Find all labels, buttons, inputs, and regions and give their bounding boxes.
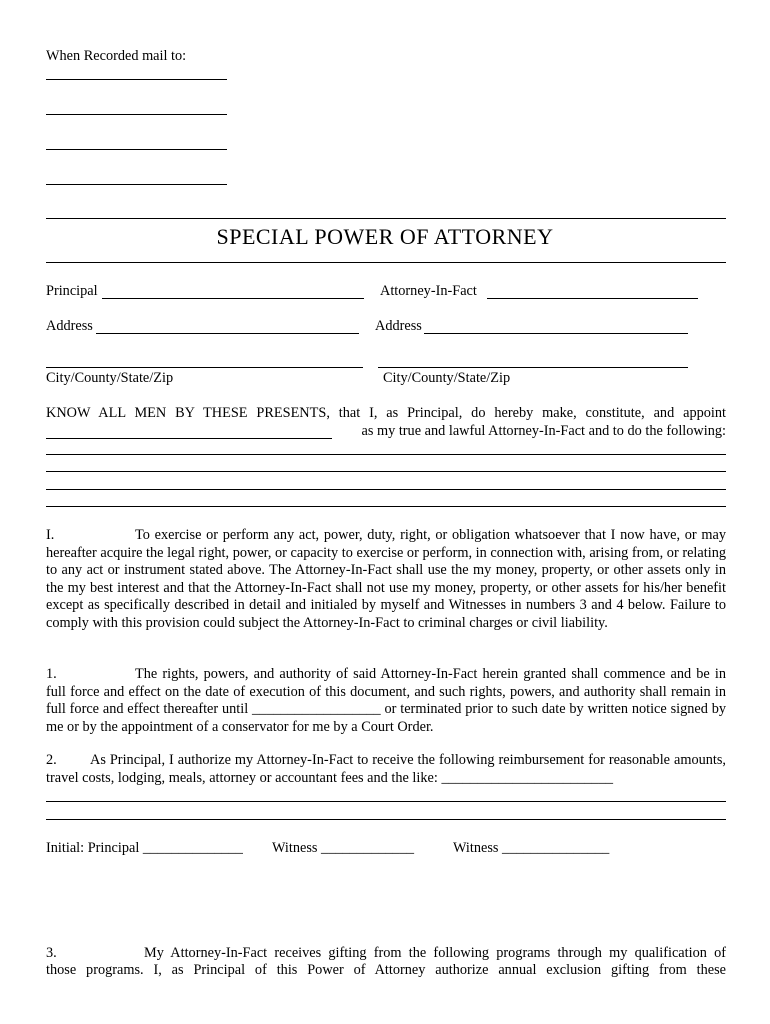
duties-line-1[interactable] — [46, 454, 726, 455]
section-1-number: 1. — [46, 666, 57, 682]
duties-line-2[interactable] — [46, 471, 726, 472]
principal-field[interactable] — [102, 298, 364, 299]
title-rule-bottom — [46, 262, 726, 263]
intro-line-1: KNOW ALL MEN BY THESE PRESENTS, that I, as Principal, do hereby make, constitute, and appoint — [46, 405, 726, 421]
city-right-label: City/County/State/Zip — [383, 370, 511, 386]
section-2-text: As Principal, I authorize my Attorney-In-Fact to receive the following reimbursement for reasonable amounts, travel costs, lodging, meals, attorney or accountant fees and the like: — [46, 752, 726, 786]
section-3-line-2: those programs. I, as Principal of this Power of Attorney authorize annual exclusion gifting from these — [46, 962, 726, 978]
mail-line-1[interactable] — [46, 79, 227, 80]
mail-line-4[interactable] — [46, 184, 227, 185]
principal-label: Principal — [46, 283, 98, 299]
section-1-text-b: or terminated prior to such date by written notice signed by me or by the appointment of a conservator for me by a Court Order. — [46, 701, 727, 735]
duties-line-3[interactable] — [46, 489, 726, 490]
mail-line-2[interactable] — [46, 114, 227, 115]
recorded-mail-label: When Recorded mail to: — [46, 48, 187, 64]
section-I-number: I. — [46, 527, 55, 543]
section-2-blank[interactable]: ________________________ — [441, 769, 613, 786]
address-right-label: Address — [375, 318, 422, 334]
section-3-number: 3. — [46, 945, 57, 961]
city-right-field[interactable] — [378, 367, 688, 368]
address-left-field[interactable] — [96, 333, 359, 334]
section-I-paragraph — [46, 527, 726, 632]
initial-principal[interactable]: Initial: Principal ______________ — [46, 840, 243, 856]
city-left-label: City/County/State/Zip — [46, 370, 174, 386]
address-left-label: Address — [46, 318, 93, 334]
mail-line-3[interactable] — [46, 149, 227, 150]
section-2-number: 2. — [46, 752, 57, 768]
city-left-field[interactable] — [46, 367, 363, 368]
document-title: SPECIAL POWER OF ATTORNEY — [216, 224, 554, 249]
appointee-field[interactable] — [46, 438, 332, 439]
section-1-text-a: The rights, powers, and authority of said Attorney-In-Fact herein granted shall commence and be in full force and effect on the date of execution of this document, and such rights, powers, and authority shall remain in full force and effect thereafter until — [46, 666, 726, 717]
address-right-field[interactable] — [424, 333, 688, 334]
title-rule-top — [46, 218, 726, 219]
attorney-label: Attorney-In-Fact — [380, 283, 477, 299]
duties-line-4[interactable] — [46, 506, 726, 507]
section-3-line-1: My Attorney-In-Fact receives gifting from the following programs through my qualification of — [144, 945, 726, 961]
section-1-paragraph — [46, 666, 726, 736]
section-I-text: To exercise or perform any act, power, duty, right, or obligation whatsoever that I now have, or may hereafter acquire the legal right, power, or capacity to exercise or perform, in connection with, arising from, or relating to any act or instrument stated above. The Attorney-In-Fact shall use the my money, property, or other assets only in the my best interest and that the Attorney-In-Fact shall not use my money, property, or other assets for his/her benefit except as specifically described in detail and initialed by myself and Witnesses in numbers 3 and 4 below. Failure to comply with this provision could subject the Attorney-In-Fact to criminal charges or civil liability. — [46, 527, 726, 631]
section-2-paragraph — [46, 752, 726, 787]
initial-witness-2[interactable]: Witness _______________ — [453, 840, 610, 856]
reimbursement-line-1[interactable] — [46, 801, 726, 802]
reimbursement-line-2[interactable] — [46, 819, 726, 820]
initial-witness-1[interactable]: Witness _____________ — [272, 840, 414, 856]
intro-line-2: as my true and lawful Attorney-In-Fact and to do the following: — [361, 423, 726, 439]
attorney-field[interactable] — [487, 298, 698, 299]
section-1-blank[interactable]: __________________ — [252, 701, 381, 717]
